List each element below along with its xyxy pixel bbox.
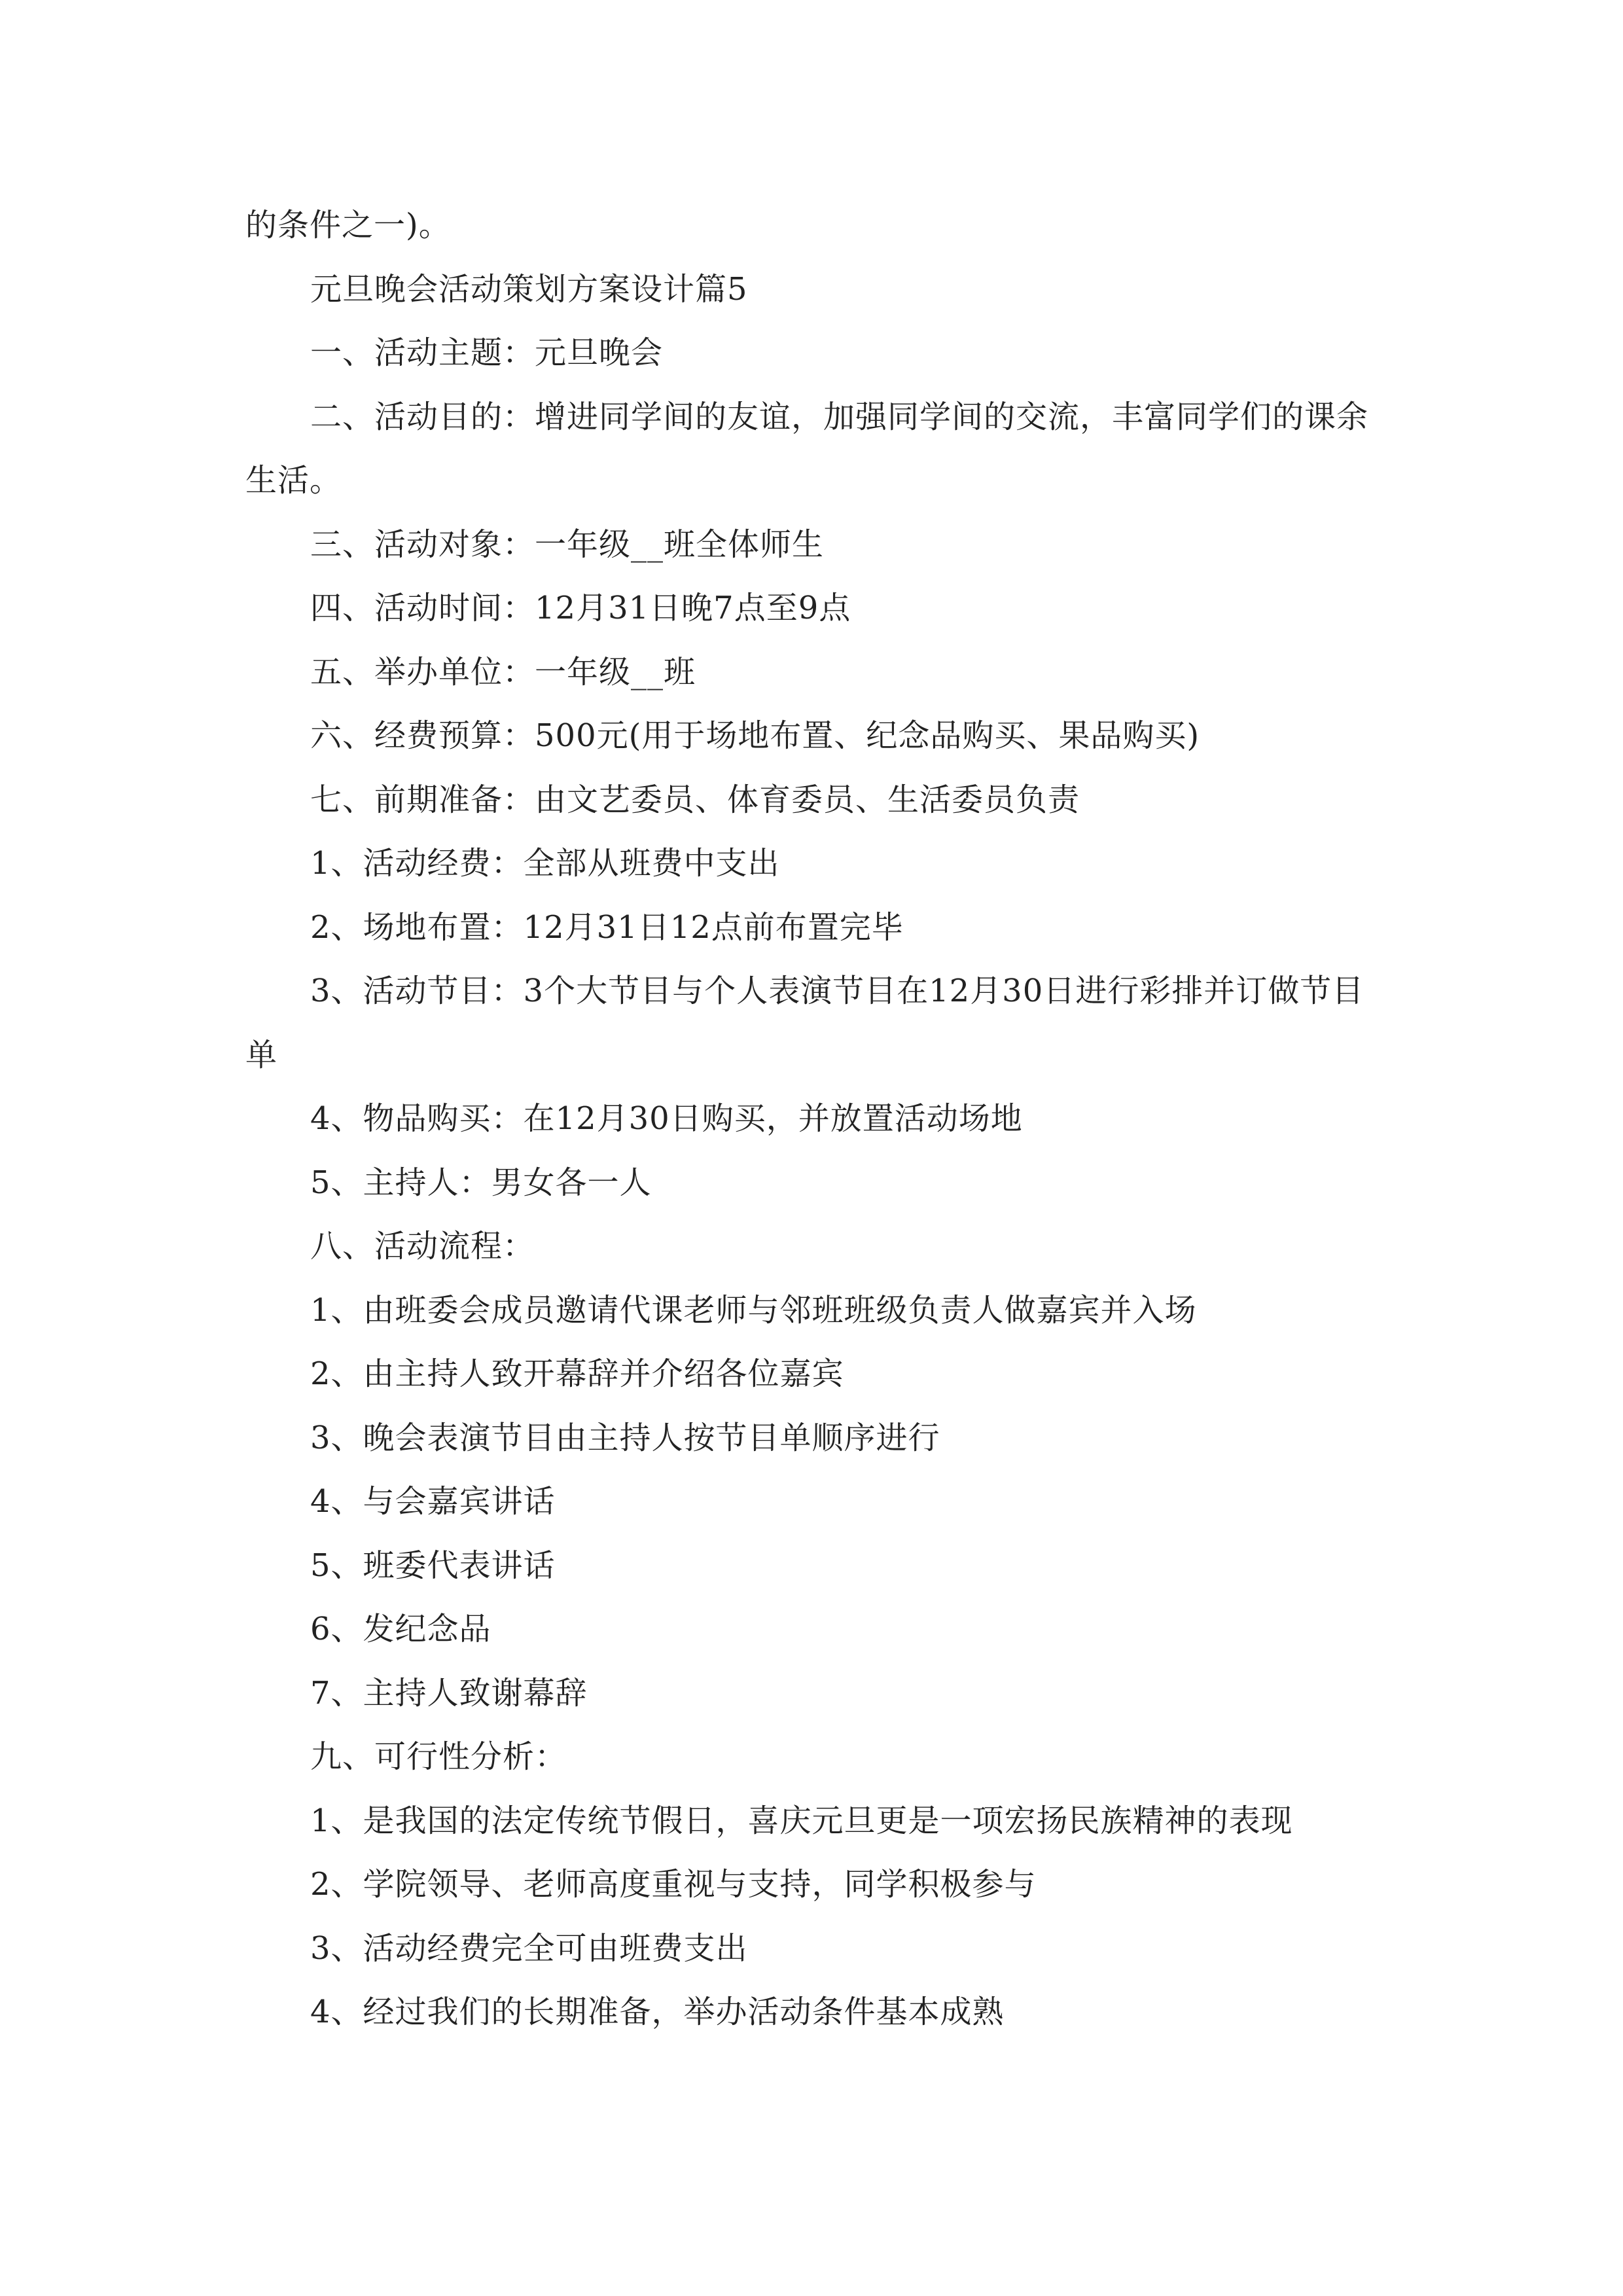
list-item: 5、班委代表讲话 — [310, 1547, 556, 1584]
list-item: 4、与会嘉宾讲话 — [310, 1483, 556, 1520]
list-item: 1、是我国的法定传统节假日，喜庆元旦更是一项宏扬民族精神的表现 — [310, 1802, 1293, 1839]
list-item: 6、发纪念品 — [310, 1611, 491, 1647]
list-item: 4、经过我们的长期准备，举办活动条件基本成熟 — [310, 1994, 1005, 2030]
list-item: 3、晚会表演节目由主持人按节目单顺序进行 — [310, 1419, 940, 1456]
list-item: 3、活动节目：3个大节目与个人表演节目在12月30日进行彩排并订做节目单 — [245, 973, 1364, 1073]
paragraph: 七、前期准备：由文艺委员、体育委员、生活委员负责 — [310, 781, 1080, 818]
list-item: 2、学院领导、老师高度重视与支持，同学积极参与 — [310, 1866, 1037, 1903]
list-item: 3、活动经费完全可由班费支出 — [310, 1929, 748, 1967]
list-item: 4、物品购买：在12月30日购买，并放置活动场地 — [310, 1100, 1023, 1137]
list-item: 2、场地布置：12月31日12点前布置完毕 — [310, 908, 904, 946]
paragraph: 九、可行性分析： — [310, 1738, 567, 1775]
list-item: 2、由主持人致开幕辞并介绍各位嘉宾 — [310, 1355, 844, 1392]
list-item: 7、主持人致谢幕辞 — [310, 1674, 588, 1712]
paragraph: 一、活动主题：元旦晚会 — [310, 334, 664, 371]
paragraph: 四、活动时间：12月31日晚7点至9点 — [310, 590, 851, 626]
paragraph: 三、活动对象：一年级__班全体师生 — [310, 526, 825, 563]
list-item: 1、活动经费：全部从班费中支出 — [310, 845, 780, 882]
paragraph: 八、活动流程： — [310, 1228, 535, 1265]
list-item: 1、由班委会成员邀请代课老师与邻班班级负责人做嘉宾并入场 — [310, 1291, 1197, 1329]
section-heading: 元旦晚会活动策划方案设计篇5 — [310, 270, 748, 308]
list-item: 5、主持人：男女各一人 — [310, 1164, 652, 1201]
paragraph: 二、活动目的：增进同学间的友谊，加强同学间的交流，丰富同学们的课余生活。 — [245, 398, 1369, 499]
document-body — [245, 194, 1378, 2045]
paragraph-continuation: 的条件之一)。 — [245, 207, 451, 243]
paragraph: 六、经费预算：500元(用于场地布置、纪念品购买、果品购买) — [310, 717, 1200, 754]
paragraph: 五、举办单位：一年级__班 — [310, 653, 696, 691]
